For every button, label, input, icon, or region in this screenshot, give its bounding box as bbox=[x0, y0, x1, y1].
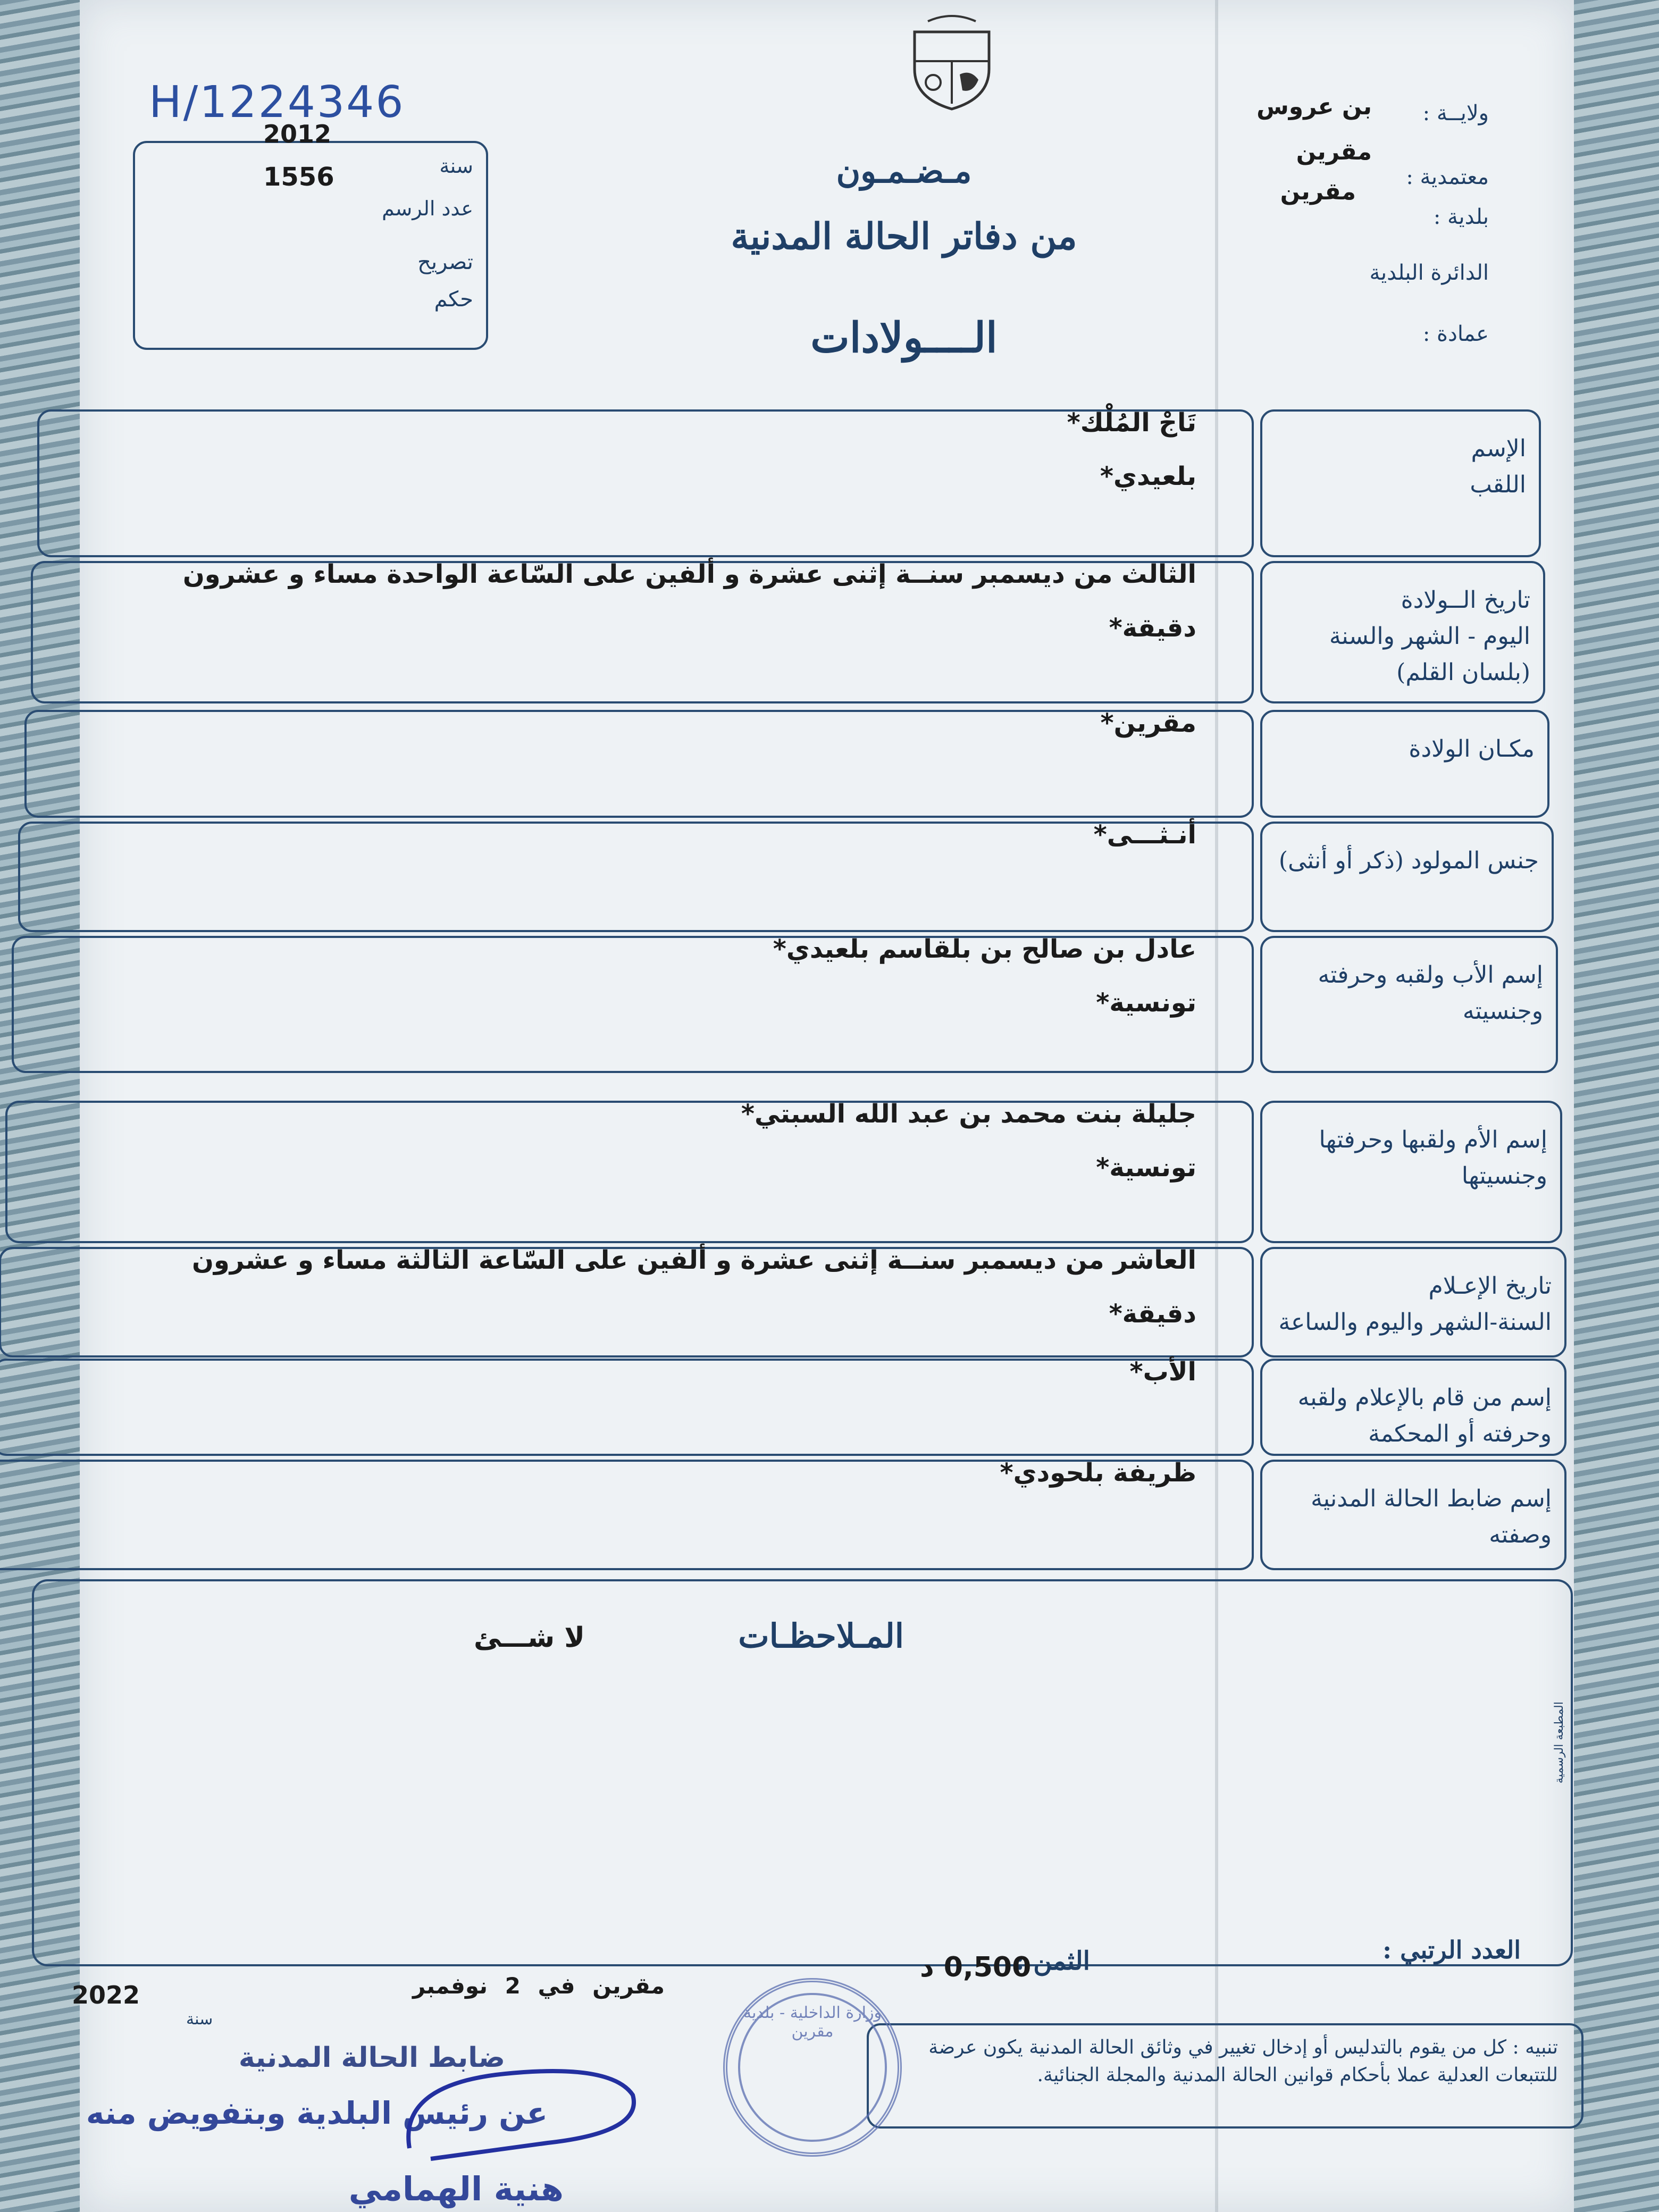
row-label: مكـان الولادة bbox=[1409, 735, 1535, 763]
governorate-value: بن عروس bbox=[1256, 93, 1372, 120]
reg-number-value: 1556 bbox=[263, 162, 334, 192]
remarks-value: لا شـــئ bbox=[474, 1622, 585, 1654]
row-label: تاريخ الإعـلام السنة-الشهر واليوم والساعة bbox=[1278, 1272, 1552, 1336]
row-value: الأب* bbox=[1129, 1357, 1196, 1387]
issue-year-value: 2022 bbox=[72, 1981, 140, 2009]
handwritten-signature-icon bbox=[388, 2052, 654, 2169]
row-value: ظريفة بلحودي* bbox=[1000, 1458, 1196, 1488]
warning-text: تنبيه : كل من يقوم بالتدليس أو إدخال تغيير في وثائق الحالة المدنية يكون عرضة للتتبعات العدلية عملا بأحكام قوانين الحالة المدنية والمجلة الجنائية. bbox=[928, 2037, 1558, 2087]
decorative-border-right bbox=[1569, 0, 1659, 2212]
row-label: جنس المولود (ذكر أو أنثى) bbox=[1278, 847, 1539, 874]
section-title-births: الــــولادات bbox=[810, 314, 998, 362]
issue-place-date: مقرين في 2 نوفمبر bbox=[412, 1973, 665, 1999]
row-value: العاشر من ديسمبر سنــة إثنى عشرة و ألفين على السّاعة الثالثة مساء و عشرون دقيقة* bbox=[191, 1245, 1196, 1329]
document-title-line1: مـضـمـون bbox=[836, 152, 972, 190]
row-value: مقرين* bbox=[1100, 708, 1196, 738]
reg-year-value: 2012 bbox=[263, 120, 332, 148]
issue-year-label: سنة bbox=[186, 2010, 213, 2029]
reg-year-label: سنة bbox=[439, 154, 473, 178]
signature-delegation: عن رئيس البلدية وبتفويض منه bbox=[86, 2095, 548, 2131]
row-value: تَاجْ المُلْك* بلعيدي* bbox=[1067, 408, 1196, 491]
document-page bbox=[72, 0, 1574, 2212]
serial-number: H/1224346 bbox=[149, 77, 405, 128]
document-title-line2: من دفاتر الحالة المدنية bbox=[731, 215, 1077, 258]
row-label: الإسم اللقب bbox=[1470, 435, 1526, 499]
signature-name: هنية الهمامي bbox=[348, 2169, 564, 2208]
reg-judgment-label: حكم bbox=[434, 287, 473, 312]
delegation-value: مقرين bbox=[1296, 138, 1372, 165]
printer-mark: المطبعة الرسمية bbox=[1553, 1702, 1566, 1784]
row-value: عادل بن صالح بن بلقاسم بلعيدي* تونسية* bbox=[773, 934, 1196, 1018]
remarks-label: المـلاحظـات bbox=[738, 1616, 904, 1655]
reg-number-label: عدد الرسم bbox=[382, 197, 473, 220]
row-label: إسم الأم ولقبها وحرفتها وجنسيتها bbox=[1319, 1126, 1547, 1190]
reg-declaration-label: تصريح bbox=[417, 250, 473, 274]
price-label: الثمن : bbox=[1015, 1946, 1090, 1976]
municipality-value: مقرين bbox=[1280, 178, 1356, 205]
row-value: أنـثـــى* bbox=[1093, 820, 1196, 850]
row-value: جليلة بنت محمد بن عبد الله السبتي* تونسية* bbox=[741, 1099, 1196, 1183]
signature-title: ضابط الحالة المدنية bbox=[238, 2042, 505, 2074]
district-label: الدائرة البلدية bbox=[1369, 261, 1489, 285]
municipality-label: بلدية : bbox=[1433, 205, 1489, 229]
price-value: 0,500 د bbox=[920, 1951, 1032, 1983]
tunisia-coat-of-arms-icon bbox=[907, 11, 997, 112]
row-label: إسم من قام بالإعلام ولقبه وحرفته أو المحكمة bbox=[1297, 1384, 1552, 1448]
governorate-label: ولايــة : bbox=[1422, 101, 1489, 125]
omda-label: عمادة : bbox=[1422, 322, 1489, 346]
stamp-text: وزارة الداخلية - بلدية مقرين bbox=[743, 2004, 882, 2041]
row-label: إسم الأب ولقبه وحرفته وجنسيته bbox=[1318, 961, 1543, 1025]
serial-number-label: العدد الرتبي : bbox=[1382, 1936, 1521, 1964]
official-stamp bbox=[723, 1978, 902, 2157]
row-label: إسم ضابط الحالة المدنية وصفته bbox=[1311, 1485, 1552, 1549]
delegation-label: معتمدية : bbox=[1406, 165, 1489, 189]
row-value: الثالث من ديسمبر سنــة إثنى عشرة و ألفين على السّاعة الواحدة مساء و عشرون دقيقة* bbox=[182, 559, 1196, 643]
row-label: تاريخ الــولادة اليوم - الشهر والسنة (بلسان القلم) bbox=[1329, 586, 1530, 686]
